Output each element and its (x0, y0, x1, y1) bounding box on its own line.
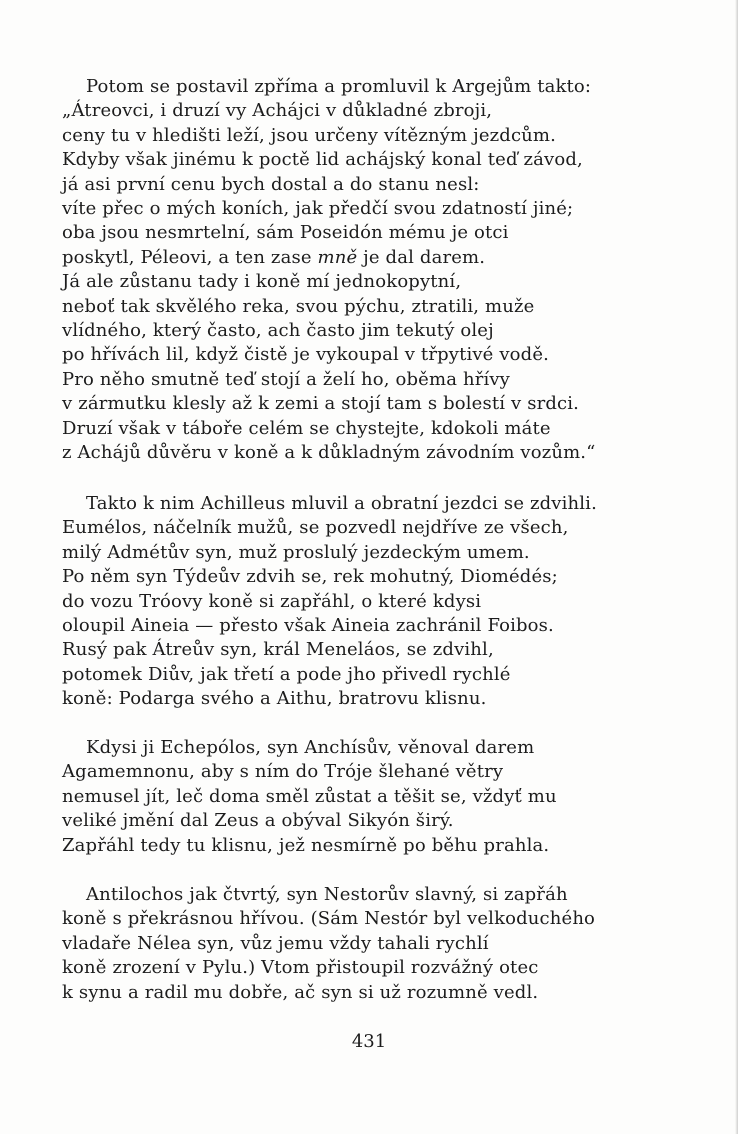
italic-word: mně (317, 246, 358, 268)
text-line: Po něm syn Týdeův zdvih se, rek mohutný, Diomédés; (62, 566, 558, 588)
text-line: vladaře Nélea syn, vůz jemu vždy tahali rychlí (62, 932, 489, 954)
text-line: Pro něho smutně teď stojí a želí ho, oběma hřívy (62, 368, 510, 390)
text-line: oloupil Aineia — přesto však Aineia zachránil Foibos. (62, 615, 554, 637)
text-line: „Átreovci, i druzí vy Achájci v důkladné zbroji, (62, 100, 493, 122)
text-line: Já ale zůstanu tady i koně mí jednokopytní, (62, 271, 462, 293)
page-number: 431 (351, 1031, 387, 1052)
text-line: potomek Diův, jak třetí a pode jho přivedl rychlé (62, 663, 511, 685)
text-line: z Achájů důvěru v koně a k důkladným závodním vozům.“ (62, 442, 596, 464)
text-line: veliké jmění dal Zeus a obýval Sikyón širý. (62, 810, 454, 832)
stanza-2 (62, 492, 662, 712)
text-line: oba jsou nesmrtelní, sám Poseidón mému je otci (62, 222, 509, 244)
text-line: Potom se postavil zpříma a promluvil k Argejům takto: (86, 76, 592, 97)
text-line: koně: Podarga svého a Aithu, bratrovu klisnu. (62, 688, 487, 710)
text-line: vlídného, který často, ach často jim tekutý olej (62, 320, 494, 342)
text-line: Zapřáhl tedy tu klisnu, jež nesmírně po běhu prahla. (62, 834, 550, 856)
text-line: nemusel jít, leč doma směl zůstat a těšit se, vždyť mu (62, 785, 557, 807)
text-line: do vozu Tróovy koně si zapřáhl, o které kdysi (62, 590, 482, 612)
text-line: víte přec o mých koních, jak předčí svou zdatností jiné; (62, 198, 574, 220)
text-line: ceny tu v hledišti leží, jsou určeny vítězným jezdcům. (62, 124, 557, 146)
text-line: po hřívách lil, když čistě je vykoupal v třpytivé vodě. (62, 344, 549, 366)
stanza-3 (62, 736, 662, 858)
text-line: Takto k nim Achilleus mluvil a obratní jezdci se zdvihli. (86, 493, 597, 514)
text-line: milý Admétův syn, muž proslulý jezdeckým umem. (62, 541, 530, 563)
stanza-1 (62, 75, 662, 466)
text-line: Antilochos jak čtvrtý, syn Nestorův slavný, si zapřáh (86, 884, 568, 905)
text-line: Agamemnonu, aby s ním do Tróje šlehané větry (62, 761, 504, 783)
text-line: Kdysi ji Echepólos, syn Anchísův, věnoval darem (86, 737, 535, 758)
stanza-4 (62, 883, 662, 1005)
text-line: Eumélos, náčelník mužů, se pozvedl nejdříve ze všech, (62, 517, 569, 539)
text-line: k synu a radil mu dobře, ač syn si už rozumně vedl. (62, 981, 539, 1003)
text-line: Kdyby však jinému k poctě lid achájský konal teď závod, (62, 149, 583, 171)
text-line: neboť tak skvělého reka, svou pýchu, ztratili, muže (62, 295, 535, 317)
text-line: já asi první cenu bych dostal a do stanu nesl: (62, 173, 480, 195)
text-line: koně s překrásnou hřívou. (Sám Nestór byl velkoduchého (62, 908, 596, 930)
text-line: Rusý pak Átreův syn, král Meneláos, se zdvihl, (62, 639, 494, 661)
text-line: v zármutku klesly až k zemi a stojí tam s bolestí v srdci. (62, 393, 580, 415)
text-line: Druzí však v táboře celém se chystejte, kdokoli máte (62, 417, 551, 439)
text-line-with-italic: poskytl, Péleovi, a ten zase mně je dal darem. (62, 246, 486, 268)
text-line: koně zrození v Pylu.) Vtom přistoupil rozvážný otec (62, 957, 539, 979)
